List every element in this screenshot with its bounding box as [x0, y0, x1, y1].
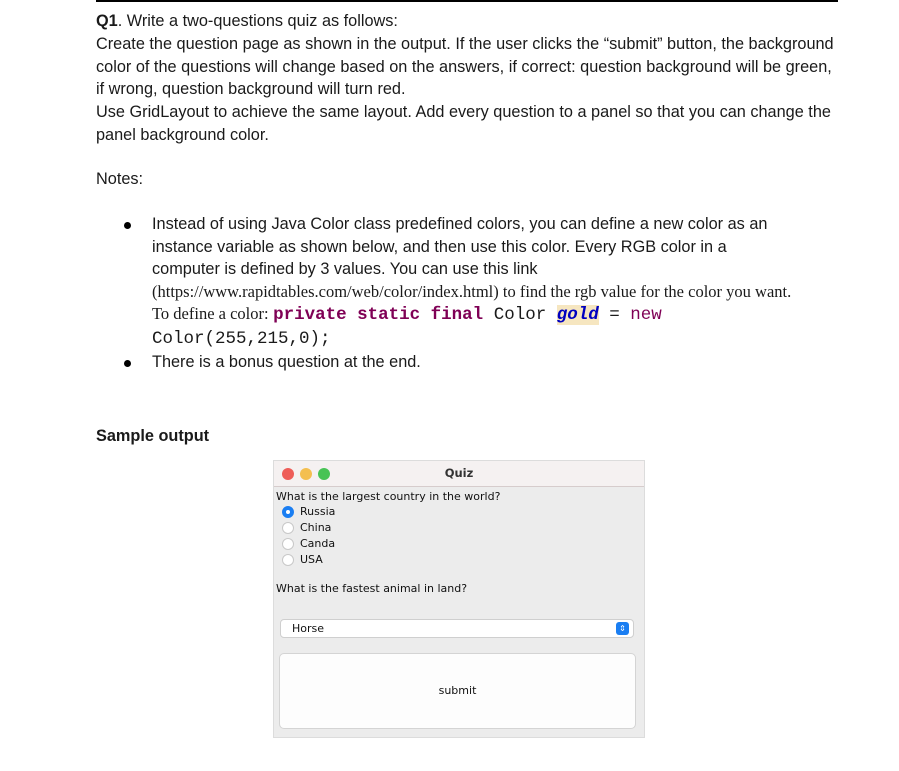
question-instructions: Create the question page as shown in the output. If the user clicks the “submit” button, the background color of the questions will change based on the answers, if correct: question background will be green, if wrong, question background will turn red.: [96, 34, 834, 99]
note-item-bonus: There is a bonus question at the end.: [96, 351, 796, 374]
code-snippet: private static final Color gold = new Color(255,215,0);: [152, 305, 662, 349]
bullet-dot: [124, 222, 131, 229]
question-layout-note: Use GridLayout to achieve the same layout. Add every question to a panel so that you can change the panel background color.: [96, 103, 831, 144]
question2-label: What is the fastest animal in land?: [276, 582, 468, 595]
note-item-color: Instead of using Java Color class predefined colors, you can define a new color as an instance variable as shown below, and then use this color. Every RGB color in a computer is defined by 3 values. You can use this link (https://www.rapidtables.com/web/color/index.html) to find the rgb value for the color you want. To define a color: private static final Color gold = new Color(255,215,0);: [96, 213, 796, 351]
combo-arrows-icon[interactable]: ⇕: [616, 622, 629, 635]
animal-combo-box[interactable]: [280, 619, 634, 638]
question-block: [96, 10, 838, 147]
radio-icon[interactable]: [282, 522, 294, 534]
question1-label: What is the largest country in the world?: [276, 490, 501, 503]
question-intro: Q1. Write a two-questions quiz as follows:: [96, 12, 398, 30]
sample-output-heading: Sample output: [96, 427, 210, 445]
bullet-dot: [124, 360, 131, 367]
radio-icon[interactable]: [282, 538, 294, 550]
question-number: Q1: [96, 12, 118, 30]
notes-heading: Notes:: [96, 170, 144, 188]
window-titlebar: [274, 461, 644, 487]
top-rule: [96, 0, 838, 2]
window-title: Quiz: [444, 466, 474, 480]
notes-list: [96, 213, 796, 373]
submit-button[interactable]: submit: [279, 653, 636, 729]
radio-selected-icon[interactable]: [282, 506, 294, 518]
combo-selected-value: Horse: [292, 622, 325, 635]
link-text: (https://www.rapidtables.com/web/color/index.html) to find the rgb value for the color you want. To define a color:: [152, 281, 792, 324]
radio-icon[interactable]: [282, 554, 294, 566]
quiz-window: Quiz What is the largest country in the world? Russia China Canda USA What is the fastest animal in land? Horse ⇕ submit: [273, 460, 645, 738]
